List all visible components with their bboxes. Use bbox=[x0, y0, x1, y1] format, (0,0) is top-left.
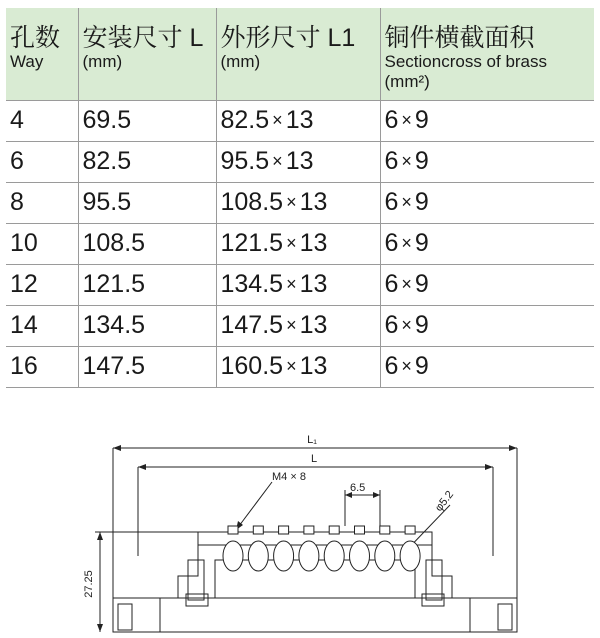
header-row bbox=[6, 8, 594, 100]
cell-outer-size bbox=[216, 305, 380, 346]
multiply-sign: × bbox=[401, 192, 412, 212]
busbar-dimension-drawing bbox=[0, 400, 600, 638]
multiply-sign: × bbox=[286, 315, 297, 335]
multiply-sign: × bbox=[401, 274, 412, 294]
terminal-hole bbox=[400, 541, 420, 571]
cell-ways bbox=[6, 182, 78, 223]
header-mount-size bbox=[78, 8, 216, 100]
cell-outer-size bbox=[216, 346, 380, 387]
header-cross-section-en: Sectioncross of brass bbox=[384, 52, 548, 71]
screw-head-icon bbox=[253, 526, 263, 534]
header-cross-section-cn: 铜件横截面积 bbox=[384, 24, 535, 52]
header-outer-size bbox=[216, 8, 380, 100]
cell-outer-size bbox=[216, 264, 380, 305]
mount-size-value: 95.5 bbox=[82, 188, 132, 216]
multiply-sign: × bbox=[401, 151, 412, 171]
cell-outer-size bbox=[216, 141, 380, 182]
ways-value: 10 bbox=[10, 229, 38, 257]
section-b-value: 9 bbox=[414, 270, 429, 298]
outer-width-value: 13 bbox=[299, 270, 328, 298]
header-outer-size-cn: 外形尺寸 L1 bbox=[220, 24, 356, 52]
header-mount-size-cn: 安装尺寸 L bbox=[82, 24, 204, 52]
ways-value: 12 bbox=[10, 270, 38, 298]
terminal-hole bbox=[223, 541, 243, 571]
outer-length-value: 82.5 bbox=[220, 106, 270, 134]
multiply-sign: × bbox=[272, 110, 283, 130]
cell-outer-size bbox=[216, 100, 380, 141]
mount-size-value: 134.5 bbox=[82, 311, 146, 339]
outer-length-value: 121.5 bbox=[220, 229, 284, 257]
cell-ways bbox=[6, 223, 78, 264]
header-ways bbox=[6, 8, 78, 100]
mount-size-value: 69.5 bbox=[82, 106, 132, 134]
ways-value: 14 bbox=[10, 311, 38, 339]
section-b-value: 9 bbox=[414, 188, 429, 216]
terminal-hole bbox=[299, 541, 319, 571]
terminal-hole bbox=[274, 541, 294, 571]
screw-head-icon bbox=[405, 526, 415, 534]
outer-width-value: 13 bbox=[285, 147, 314, 175]
terminal-holes bbox=[223, 526, 420, 571]
cell-outer-size bbox=[216, 223, 380, 264]
outer-width-value: 13 bbox=[299, 311, 328, 339]
multiply-sign: × bbox=[286, 192, 297, 212]
cell-mount-size bbox=[78, 346, 216, 387]
label-height: 27.25 bbox=[83, 570, 95, 598]
cell-mount-size bbox=[78, 223, 216, 264]
terminal-hole bbox=[350, 541, 370, 571]
section-b-value: 9 bbox=[414, 229, 429, 257]
outer-length-value: 160.5 bbox=[220, 352, 284, 380]
screw-head-icon bbox=[228, 526, 238, 534]
header-cross-section bbox=[380, 8, 594, 100]
outer-length-value: 147.5 bbox=[220, 311, 284, 339]
multiply-sign: × bbox=[401, 110, 412, 130]
header-ways-cn: 孔数 bbox=[10, 24, 61, 52]
table-row bbox=[6, 182, 594, 223]
terminal-hole bbox=[324, 541, 344, 571]
multiply-sign: × bbox=[286, 233, 297, 253]
terminal-hole bbox=[375, 541, 395, 571]
label-hole-diameter: φ5.2 bbox=[432, 488, 457, 514]
label-screw: M4 × 8 bbox=[272, 471, 306, 483]
section-a-value: 6 bbox=[384, 106, 399, 134]
multiply-sign: × bbox=[286, 274, 297, 294]
cell-cross-section bbox=[380, 141, 594, 182]
ways-value: 6 bbox=[10, 147, 24, 175]
table-row bbox=[6, 141, 594, 182]
cell-cross-section bbox=[380, 305, 594, 346]
multiply-sign: × bbox=[272, 151, 283, 171]
mount-size-value: 108.5 bbox=[82, 229, 146, 257]
cell-ways bbox=[6, 100, 78, 141]
header-outer-size-unit: (mm) bbox=[220, 52, 261, 71]
section-b-value: 9 bbox=[414, 311, 429, 339]
cell-outer-size bbox=[216, 182, 380, 223]
table-row bbox=[6, 100, 594, 141]
cell-cross-section bbox=[380, 264, 594, 305]
multiply-sign: × bbox=[401, 233, 412, 253]
section-a-value: 6 bbox=[384, 352, 399, 380]
outer-length-value: 108.5 bbox=[220, 188, 284, 216]
screw-head-icon bbox=[304, 526, 314, 534]
multiply-sign: × bbox=[286, 356, 297, 376]
mount-size-value: 82.5 bbox=[82, 147, 132, 175]
outer-width-value: 13 bbox=[299, 188, 328, 216]
outer-length-value: 134.5 bbox=[220, 270, 284, 298]
table-row bbox=[6, 223, 594, 264]
screw-head-icon bbox=[329, 526, 339, 534]
section-a-value: 6 bbox=[384, 311, 399, 339]
section-b-value: 9 bbox=[414, 106, 429, 134]
ways-value: 16 bbox=[10, 352, 38, 380]
screw-head-icon bbox=[279, 526, 289, 534]
terminal-hole bbox=[248, 541, 268, 571]
cell-mount-size bbox=[78, 141, 216, 182]
cell-ways bbox=[6, 141, 78, 182]
table-row bbox=[6, 264, 594, 305]
outer-width-value: 13 bbox=[299, 229, 328, 257]
table-row bbox=[6, 305, 594, 346]
cell-ways bbox=[6, 305, 78, 346]
table-row bbox=[6, 346, 594, 387]
cell-mount-size bbox=[78, 182, 216, 223]
multiply-sign: × bbox=[401, 356, 412, 376]
mount-size-value: 147.5 bbox=[82, 352, 146, 380]
cell-mount-size bbox=[78, 264, 216, 305]
cell-mount-size bbox=[78, 100, 216, 141]
section-b-value: 9 bbox=[414, 147, 429, 175]
spec-table bbox=[6, 8, 594, 388]
multiply-sign: × bbox=[401, 315, 412, 335]
cell-cross-section bbox=[380, 223, 594, 264]
ways-value: 4 bbox=[10, 106, 24, 134]
cell-ways bbox=[6, 346, 78, 387]
ways-value: 8 bbox=[10, 188, 24, 216]
section-a-value: 6 bbox=[384, 188, 399, 216]
section-a-value: 6 bbox=[384, 229, 399, 257]
screw-head-icon bbox=[355, 526, 365, 534]
outer-width-value: 13 bbox=[285, 106, 314, 134]
cell-ways bbox=[6, 264, 78, 305]
outer-length-value: 95.5 bbox=[220, 147, 270, 175]
cell-mount-size bbox=[78, 305, 216, 346]
label-l1: L₁ bbox=[307, 434, 317, 446]
section-b-value: 9 bbox=[414, 352, 429, 380]
header-cross-section-unit: (mm²) bbox=[384, 72, 430, 91]
header-ways-en: Way bbox=[10, 52, 44, 71]
label-l: L bbox=[310, 453, 318, 465]
outer-width-value: 13 bbox=[299, 352, 328, 380]
cell-cross-section bbox=[380, 346, 594, 387]
cell-cross-section bbox=[380, 100, 594, 141]
section-a-value: 6 bbox=[384, 147, 399, 175]
header-mount-size-unit: (mm) bbox=[82, 52, 123, 71]
cell-cross-section bbox=[380, 182, 594, 223]
section-a-value: 6 bbox=[384, 270, 399, 298]
screw-head-icon bbox=[380, 526, 390, 534]
label-pitch: 6.5 bbox=[350, 482, 366, 494]
mount-size-value: 121.5 bbox=[82, 270, 146, 298]
